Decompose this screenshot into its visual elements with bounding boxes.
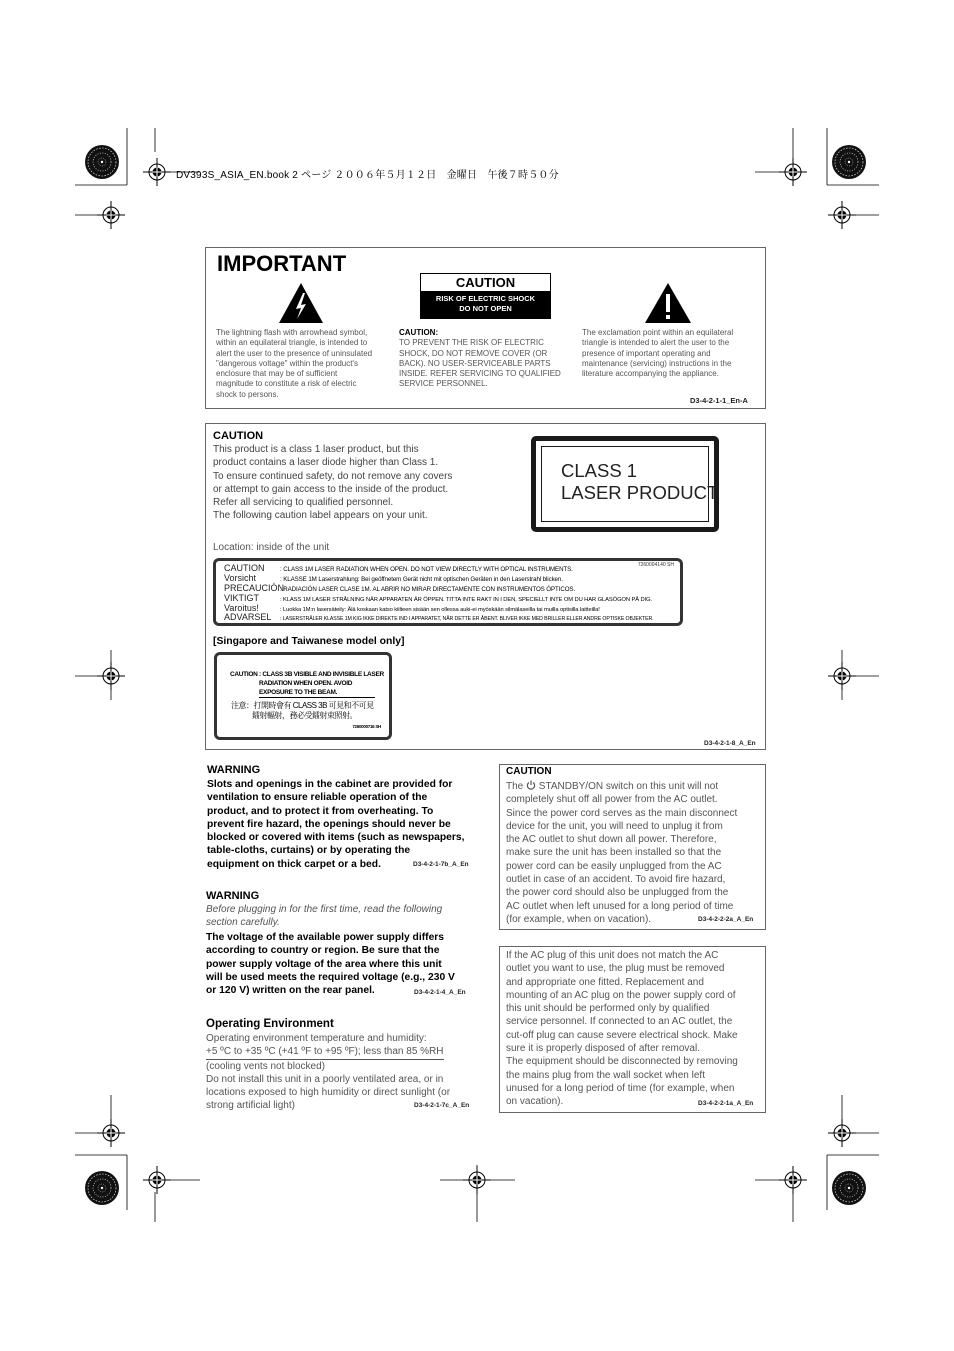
important-title: IMPORTANT [217, 251, 347, 276]
standby-caution-heading: CAUTION [506, 766, 552, 777]
warning2-code: D3-4-2-1-4_A_En [414, 989, 466, 996]
standby-caution-text: The STANDBY/ON switch on this unit will not completely shut off all power from the AC outlet. Since the power cord serves as the main disconnect device for the unit, you will need to unplug it from the AC outlet to shut down all power. Therefore, make sure the unit has been installed so that the power cord can be easily unplugged from the AC outlet in case of an accident. To avoid fire hazard, the power cord should also be unplugged from the AC outlet when left unused for a long period of time (for example, when on vacation). [506, 781, 738, 925]
environment-code: D3-4-2-1-7c_A_En [414, 1102, 470, 1109]
lightning-explanation: The lightning flash with arrowhead symbol, within an equilateral triangle, is intended to alert the user to the presence of uninsulated "dangerous voltage" within the product's enclosure that may be of sufficient magnitude to constitute a risk of electric shock to persons. [216, 328, 373, 399]
standby-caution-code: D3-4-2-2-2a_A_En [698, 916, 754, 923]
electric-shock-caution-label [420, 273, 551, 319]
print-header: DV393S_ASIA_EN.book 2 ページ ２００６年５月１２日 金曜日 午後７時５０分 [176, 170, 559, 181]
class3b-laser-label: CAUTION : CLASS 3B VISIBLE AND INVISIBLE LASER RADIATION WHEN OPEN. AVOID EXPOSURE TO THE BEAM. 注意：打開時會有 CLASS 3B 可見和不可見 鐳射輻射，務必受鐳射束照射。 7260000716 SH [214, 652, 392, 740]
warning1-text: Slots and openings in the cabinet are provided for ventilation to ensure reliable operation of the product, and to protect it from overheating. To prevent fire hazard, the openings should never be blocked or covered with items (such as newspapers, table-cloths, curtains) or by operating the equipment on thick carpet or a bed. [207, 779, 465, 870]
environment-heading: Operating Environment [206, 1018, 334, 1030]
environment-text: Operating environment temperature and humidity: +5 ºC to +35 ºC (+41 ºF to +95 ºF); less than 85 %RH (cooling vents not blocked) Do not install this unit in a poorly ventilated area, or in locations exposed to high humidity or direct sunlight (or strong artificial light) [206, 1033, 451, 1112]
exclamation-triangle-icon [644, 282, 692, 324]
caution-label-line2: DO NOT OPEN [459, 303, 512, 313]
caution-label-title: CAUTION [421, 274, 550, 291]
warning1-heading: WARNING [207, 764, 261, 776]
warning2-heading: WARNING [206, 890, 260, 902]
laser-caution-text: This product is a class 1 laser product, but this product contains a laser diode higher than Class 1. To ensure continued safety, do not remove any covers or attempt to gain access to the inside of the product. Refer all servicing to qualified personnel. The following caution label appears on your unit. [213, 444, 453, 522]
ac-plug-code: D3-4-2-2-1a_A_En [698, 1100, 754, 1107]
laser-code: D3-4-2-1-8_A_En [704, 740, 756, 747]
warning2-text: The voltage of the available power supply differs according to country or region. Be sure that the power supply voltage of the area where this unit will be used meets the required voltage (e.g., 230 V or 120 V) written on the rear panel. [206, 932, 455, 997]
class1-laser-text: CLASS 1 LASER PRODUCT [561, 460, 719, 503]
warning1-code: D3-4-2-1-7b_A_En [413, 861, 469, 868]
power-standby-icon [526, 780, 536, 790]
important-code: D3-4-2-1-1_En-A [690, 396, 748, 405]
ac-plug-text: If the AC plug of this unit does not match the AC outlet you want to use, the plug must be removed and appropriate one fitted. Replacement and mounting of an AC plug on the power supply cord of this unit should be performed only by qualified service personnel. If connected to an AC outlet, the cut-off plug can cause severe electrical shock. Make sure it is properly disposed of after removal. The equipment should be disconnected by removing the mains plug from the wall socket when left unused for a long period of time (for example, when on vacation). [506, 950, 738, 1108]
multilingual-laser-label: 7260004140 SH CAUTION : CLASS 1M LASER RADIATION WHEN OPEN. DO NOT VIEW DIRECTLY WITH OPTICAL INSTRUMENTS. Vorsicht : KLASSE 1M Laserstrahlung: Bei geöffnetem Gerät nicht mit optischen Geräten in den Laserstrahl blicken. PRECAUCIÓN: RADIACIÓN LASER CLASE 1M. AL ABRIR NO MIRAR DIRECTAMENTE CON INSTRUMENTOS ÓPTICOS. VIKTIGT : KLASS 1M LASER STRÅLNING NÄR APPARATEN ÄR ÖPPEN. TITTA INTE RAKT IN I DEN, SPECIELLT INTE OM DU HAR GLASÖGON PÅ DIG. Varoitus! : Luokka 1M:n lasersäteily: Älä koskaan katso kiilteen sisään sen ollessa auki-ei myöskään silmälaseilla tai muilla optisilla laitteilla! ADVARSEL : LASERSTRÅLER KLASSE 1M KIG IKKE DIREKTE IND I APPARATET, NÅR DETTE ER ÅBENT. BLIVER IKKE MED BRILLER ELLER ANDRE OPTISKE OBJEKTER. [213, 558, 683, 626]
lightning-triangle-icon [278, 282, 324, 324]
caution-label-line1: RISK OF ELECTRIC SHOCK [435, 294, 536, 303]
singapore-taiwan-heading: [Singapore and Taiwanese model only] [213, 636, 405, 647]
multilingual-label-code: 7260004140 SH [637, 562, 674, 568]
cover-caution: CAUTION: TO PREVENT THE RISK OF ELECTRIC SHOCK, DO NOT REMOVE COVER (OR BACK). NO USER-SERVICEABLE PARTS INSIDE. REFER SERVICING TO QUALIFIED SERVICE PERSONNEL. [399, 328, 579, 390]
exclamation-explanation: The exclamation point within an equilateral triangle is intended to alert the user to the presence of important operating and maintenance (servicing) instructions in the literature accompanying the appliance. [582, 328, 734, 379]
label-location: Location: inside of the unit [213, 542, 330, 553]
warning2-intro: Before plugging in for the first time, read the following section carefully. [206, 904, 443, 929]
laser-caution-heading: CAUTION [213, 430, 264, 442]
cover-caution-heading: CAUTION: [399, 328, 439, 337]
